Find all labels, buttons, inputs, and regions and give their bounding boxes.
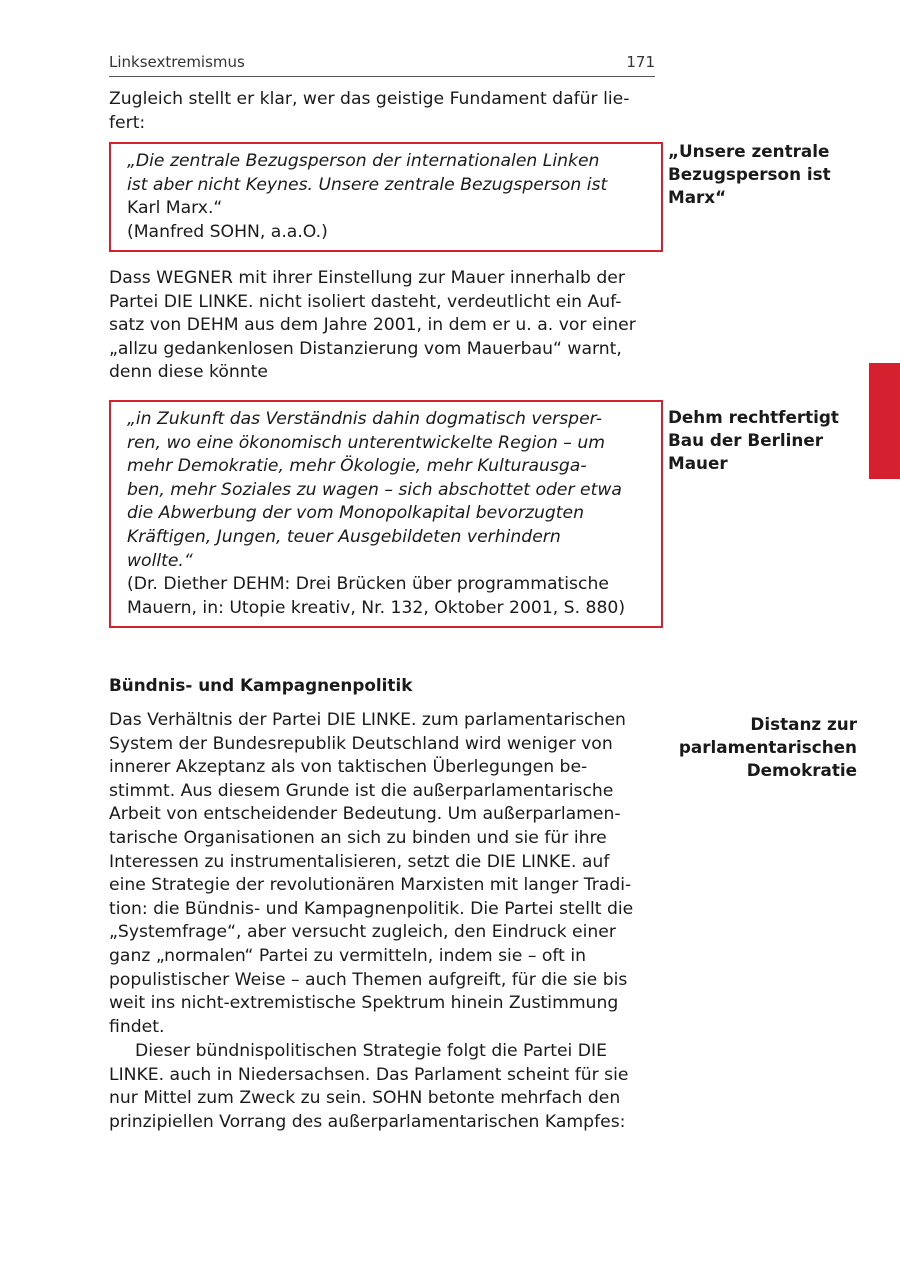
- margin-note-line: Marx“: [668, 187, 727, 208]
- quote-box-dehm: [109, 400, 663, 628]
- text-line: Das Verhältnis der Partei DIE LINKE. zum parlamentarischen: [109, 710, 626, 730]
- paragraph-wegner: [109, 267, 655, 385]
- margin-note-line: Mauer: [668, 453, 728, 474]
- margin-note-line: Dehm rechtfertigt: [668, 407, 839, 427]
- text-line: „allzu gedankenlosen Distanzierung vom Mauerbau“ warnt,: [109, 338, 622, 359]
- quote-source-line: (Dr. Diether DEHM: Drei Brücken über programmatische: [127, 574, 609, 595]
- text-line: „Systemfrage“, aber versucht zugleich, den Eindruck einer: [109, 922, 616, 943]
- margin-note-line: Bau der Berliner: [668, 430, 823, 451]
- quote-line: Karl Marx.“: [127, 198, 223, 219]
- text-line: eine Strategie der revolutionären Marxisten mit langer Tradi-: [109, 875, 632, 896]
- margin-note-line: Demokratie: [746, 760, 857, 781]
- margin-note-line: Distanz zur: [750, 714, 857, 734]
- quote-text: [127, 408, 651, 573]
- quote-line: ben, mehr Soziales zu wagen – sich abschottet oder etwa: [127, 479, 622, 500]
- margin-note-line: Bezugsperson ist: [668, 164, 831, 185]
- margin-note-dehm: [668, 406, 878, 476]
- quote-text: [127, 150, 651, 221]
- quote-line: die Abwerbung der vom Monopolkapital bevorzugten: [127, 503, 584, 524]
- quote-line: mehr Demokratie, mehr Ökologie, mehr Kulturausga-: [127, 456, 587, 477]
- text-line: findet.: [109, 1016, 165, 1037]
- margin-note-line: parlamentarischen: [678, 737, 857, 758]
- margin-note-marx: [668, 140, 878, 210]
- running-header: [109, 52, 655, 77]
- text-line: Partei DIE LINKE. nicht isoliert dasteht, verdeutlicht ein Auf-: [109, 291, 622, 312]
- intro-paragraph: [109, 88, 655, 135]
- text-line: denn diese könnte: [109, 362, 268, 383]
- text-line: Arbeit von entscheidender Bedeutung. Um außerparlamen-: [109, 804, 621, 825]
- text-line: Interessen zu instrumentalisieren, setzt die DIE LINKE. auf: [109, 851, 610, 872]
- text-line: populistischer Weise – auch Themen aufgreift, für die sie bis: [109, 969, 628, 990]
- quote-box-marx: [109, 142, 663, 252]
- margin-note-distanz: [640, 713, 857, 783]
- paragraph-niedersachsen: [109, 1040, 655, 1134]
- margin-note-line: „Unsere zentrale: [668, 141, 830, 161]
- quote-line: wollte.“: [127, 550, 193, 571]
- page-number: 171: [626, 53, 655, 71]
- text-line: fert:: [109, 112, 146, 133]
- text-line: Dieser bündnispolitischen Strategie folgt die Partei DIE: [135, 1041, 607, 1061]
- quote-line: Kräftigen, Jungen, teuer Ausgebildeten verhindern: [127, 526, 561, 547]
- text-line: tion: die Bündnis- und Kampagnenpolitik. Die Partei stellt die: [109, 898, 634, 919]
- text-line: System der Bundesrepublik Deutschland wird weniger von: [109, 733, 613, 754]
- text-line: weit ins nicht-extremistische Spektrum hinein Zustimmung: [109, 993, 619, 1014]
- text-line: nur Mittel zum Zweck zu sein. SOHN betonte mehrfach den: [109, 1088, 621, 1109]
- quote-source: (Manfred SOHN, a.a.O.): [127, 221, 328, 242]
- paragraph-buendnis: [109, 709, 655, 1039]
- text-line: prinzipiellen Vorrang des außerparlamentarischen Kampfes:: [109, 1111, 626, 1132]
- text-line: satz von DEHM aus dem Jahre 2001, in dem er u. a. vor einer: [109, 315, 636, 336]
- text-line: ganz „normalen“ Partei zu vermitteln, indem sie – oft in: [109, 945, 587, 966]
- quote-line: „Die zentrale Bezugsperson der internationalen Linken: [127, 151, 600, 171]
- quote-source-line: Mauern, in: Utopie kreativ, Nr. 132, Oktober 2001, S. 880): [127, 597, 626, 618]
- running-title: Linksextremismus: [109, 53, 245, 71]
- text-line: Dass WEGNER mit ihrer Einstellung zur Mauer innerhalb der: [109, 268, 625, 288]
- text-line: LINKE. auch in Niedersachsen. Das Parlament scheint für sie: [109, 1064, 629, 1085]
- chapter-thumb-tab: [869, 363, 900, 479]
- section-heading: Bündnis- und Kampagnenpolitik: [109, 675, 413, 695]
- quote-line: ren, wo eine ökonomisch unterentwickelte Region – um: [127, 432, 605, 453]
- quote-line: „in Zukunft das Verständnis dahin dogmatisch versper-: [127, 409, 602, 429]
- text-line: tarische Organisationen an sich zu binden und sie für ihre: [109, 827, 607, 848]
- text-line: stimmt. Aus diesem Grunde ist die außerparlamentarische: [109, 780, 614, 801]
- text-line: innerer Akzeptanz als von taktischen Überlegungen be-: [109, 757, 588, 778]
- text-line: Zugleich stellt er klar, wer das geistige Fundament dafür lie-: [109, 89, 630, 109]
- quote-line: ist aber nicht Keynes. Unsere zentrale Bezugsperson ist: [127, 174, 608, 195]
